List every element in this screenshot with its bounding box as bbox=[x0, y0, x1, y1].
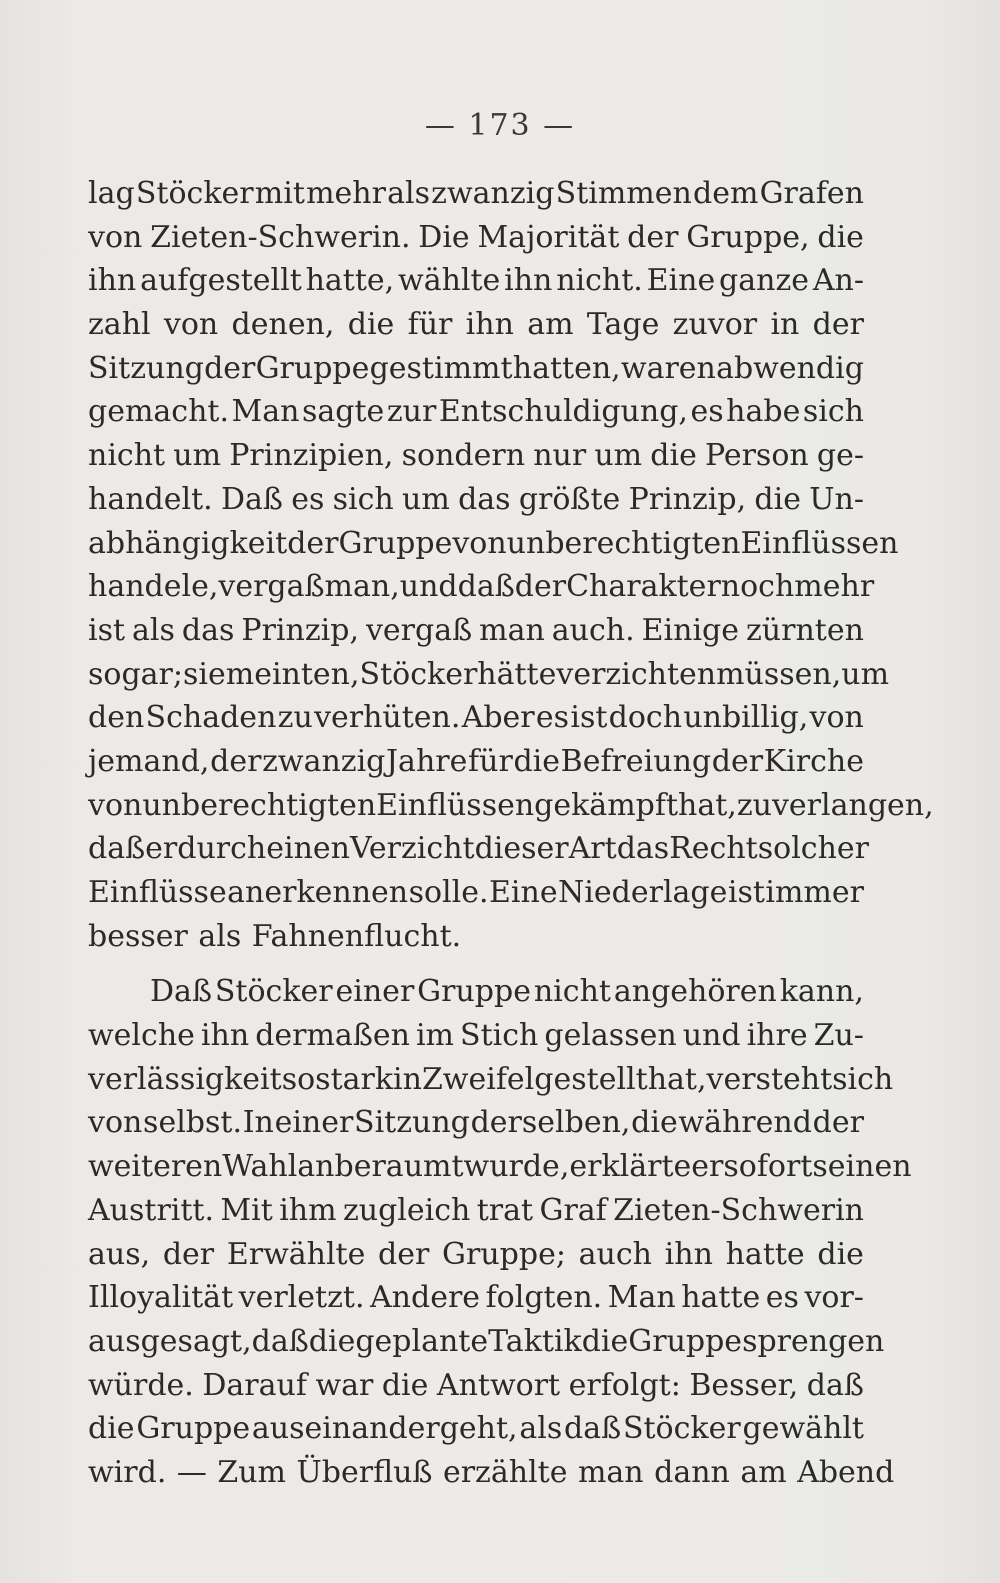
text-line: handele, vergaß man, und daß der Charakter noch mehr bbox=[88, 569, 875, 605]
text-line: aus, der Erwählte der Gruppe; auch ihn hatte die bbox=[88, 1236, 864, 1272]
text-line: zahl von denen, die für ihn am Tage zuvor in der bbox=[88, 307, 864, 343]
text-line: weiteren Wahl anberaumt wurde, erklärte er sofort seinen bbox=[88, 1149, 912, 1185]
text-line: welche ihn dermaßen im Stich gelassen und ihre Zu- bbox=[88, 1018, 864, 1054]
text-line: Einflüsse anerkennen solle. Eine Niederlage ist immer bbox=[88, 875, 864, 910]
text-line: verlässigkeit so stark in Zweifel gestellt hat, versteht sich bbox=[88, 1061, 894, 1097]
text-line: den Schaden zu verhüten. Aber es ist doch unbillig, von bbox=[88, 700, 864, 736]
page-number-header: — 173 — bbox=[424, 108, 576, 143]
text-line: von Zieten-Schwerin. Die Majorität der Gruppe, die bbox=[88, 219, 864, 255]
text-line: ihn aufgestellt hatte, wählte ihn nicht. Eine ganze An- bbox=[88, 263, 864, 299]
text-line: von selbst. In einer Sitzung derselben, die während der bbox=[88, 1105, 864, 1141]
text-line: Daß Stöcker einer Gruppe nicht angehören kann, bbox=[150, 974, 864, 1010]
text-line: von unberechtigten Einflüssen gekämpft hat, zu verlangen, bbox=[88, 787, 934, 823]
text-line: handelt. Daß es sich um das größte Prinzip, die Un- bbox=[88, 481, 864, 517]
text-line: Austritt. Mit ihm zugleich trat Graf Zieten-Schwerin bbox=[88, 1192, 864, 1228]
text-line: wird. — Zum Überfluß erzählte man dann am Abend bbox=[88, 1454, 895, 1490]
body-text bbox=[88, 172, 934, 1495]
text-line: gemacht. Man sagte zur Entschuldigung, es habe sich bbox=[88, 394, 864, 430]
text-line: ist als das Prinzip, vergaß man auch. Einige zürnten bbox=[88, 612, 864, 648]
text-line: abhängigkeit der Gruppe von unberechtigten Einflüssen bbox=[88, 525, 899, 561]
text-line: sogar; sie meinten, Stöcker hätte verzichten müssen, um bbox=[88, 656, 890, 692]
text-line: nicht um Prinzipien, sondern nur um die Person ge- bbox=[88, 438, 864, 474]
text-line: Illoyalität verletzt. Andere folgten. Man hatte es vor- bbox=[88, 1280, 864, 1316]
text-line: würde. Darauf war die Antwort erfolgt: Besser, daß bbox=[88, 1367, 864, 1403]
text-line: die Gruppe auseinandergeht, als daß Stöcker gewählt bbox=[88, 1411, 864, 1447]
text-line: Sitzung der Gruppe gestimmt hatten, waren abwendig bbox=[88, 350, 864, 386]
text-line: daß er durch einen Verzicht dieser Art das Recht solcher bbox=[88, 831, 870, 867]
text-line: besser als Fahnenflucht. bbox=[88, 918, 462, 954]
paragraph-gap bbox=[88, 958, 864, 970]
text-line: ausgesagt, daß die geplante Taktik die Gruppe sprengen bbox=[88, 1323, 885, 1359]
text-line: jemand, der zwanzig Jahre für die Befreiung der Kirche bbox=[88, 743, 864, 779]
text-line: lag Stöcker mit mehr als zwanzig Stimmen dem Grafen bbox=[88, 176, 864, 211]
